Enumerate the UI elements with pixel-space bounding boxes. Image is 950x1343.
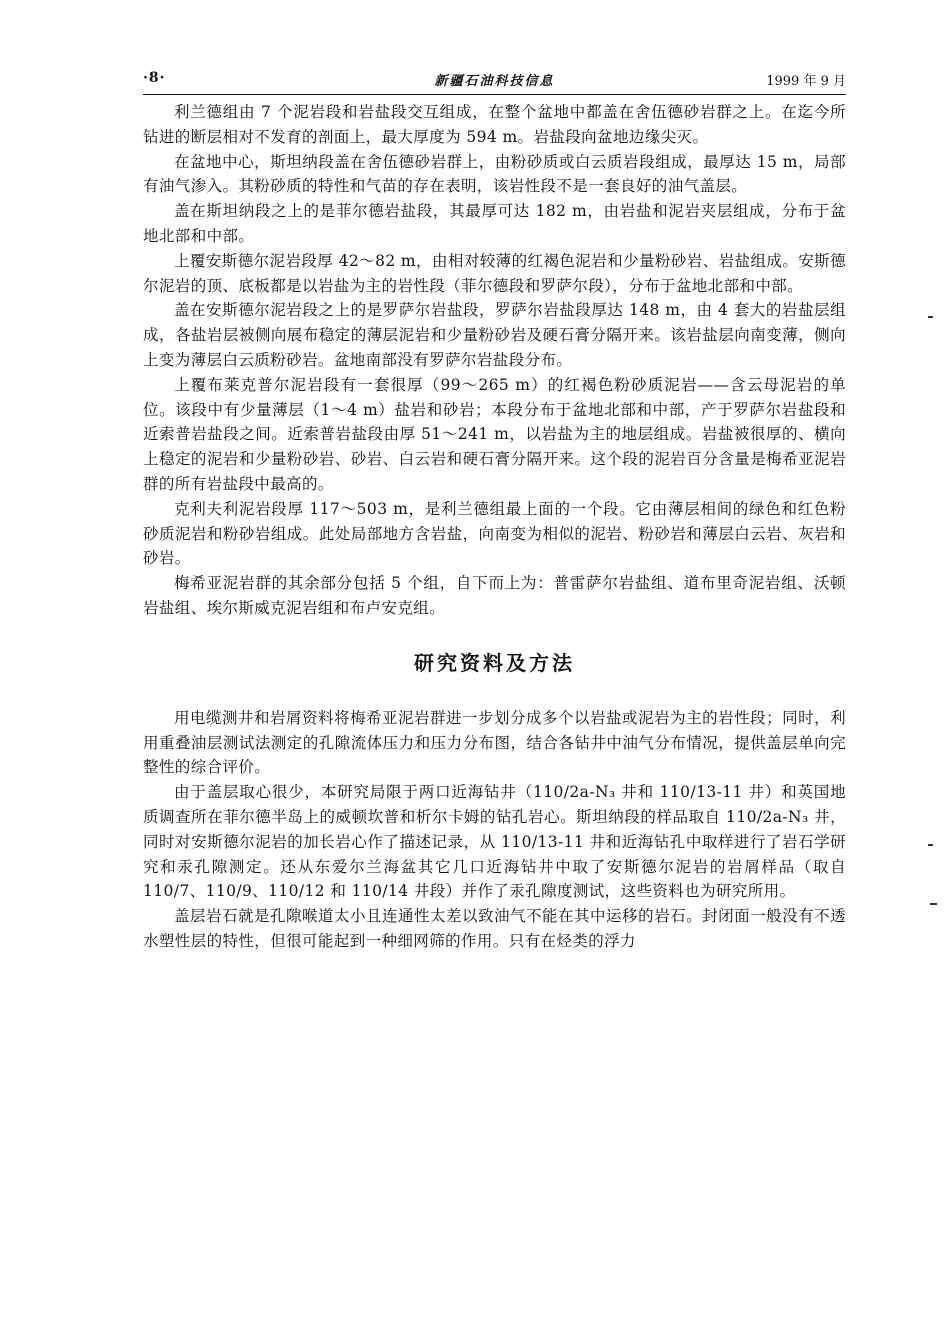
paragraph: 上覆布莱克普尔泥岩段有一套很厚（99～265 m）的红褐色粉砂质泥岩——含云母泥岩的单位。该段中有少量薄层（1～4 m）盐岩和砂岩；本段分布于盆地北部和中部，产于罗萨尔岩盐段和近索普岩盐段之间。近索普岩盐段由厚 51～241 m，以岩盐为主的地层组成。岩盐被很厚的、横向上稳定的泥岩和少量粉砂岩、砂岩、白云岩和硬石膏分隔开来。这个段的泥岩百分含量是梅希亚泥岩群的所有岩盐段中最高的。 bbox=[143, 375, 846, 493]
paragraph: 在盆地中心，斯坦纳段盖在舍伍德砂岩群上，由粉砂质或白云质岩段组成，最厚达 15 m，局部有油气渗入。其粉砂质的特性和气苗的存在表明，该岩性段不是一套良好的油气盖层。 bbox=[143, 152, 846, 196]
section-heading: 研究资料及方法 bbox=[414, 650, 575, 675]
paragraph: 上覆安斯德尔泥岩段厚 42～82 m，由相对较薄的红褐色泥岩和少量粉砂岩、岩盐组成。安斯德尔泥岩的顶、底板都是以岩盐为主的岩性段（菲尔德段和罗萨尔段），分布于盆地北部和中部。 bbox=[143, 251, 846, 295]
page-header bbox=[143, 68, 846, 95]
scan-speck bbox=[928, 316, 933, 318]
paragraph: 盖在安斯德尔泥岩段之上的是罗萨尔岩盐段，罗萨尔岩盐段厚达 148 m，由 4 套大的岩盐层组成，各盐岩层被侧向展布稳定的薄层泥岩和少量粉砂岩及硬石膏分隔开来。该岩盐层向南变薄，侧向上变为薄层白云质粉砂岩。盆地南部没有罗萨尔岩盐段分布。 bbox=[143, 301, 846, 369]
paragraph: 盖层岩石就是孔隙喉道太小且连通性太差以致油气不能在其中运移的岩石。封闭面一般没有不透水塑性层的特性，但很可能起到一种细网筛的作用。只有在烃类的浮力 bbox=[143, 907, 846, 950]
paragraph: 盖在斯坦纳段之上的是菲尔德岩盐段，其最厚可达 182 m，由岩盐和泥岩夹层组成，分布于盆地北部和中部。 bbox=[143, 202, 846, 245]
paragraph: 克利夫利泥岩段厚 117～503 m，是利兰德组最上面的一个段。它由薄层相间的绿色和红色粉砂质泥岩和粉砂岩组成。此处局部地方含岩盐，向南变为相似的泥岩、粉砂岩和薄层白云岩、灰岩和砂岩。 bbox=[143, 499, 846, 568]
paragraph: 梅希亚泥岩群的其余部分包括 5 个组，自下而上为：普雷萨尔岩盐组、道布里奇泥岩组、沃顿岩盐组、埃尔斯威克泥岩组和布卢安克组。 bbox=[143, 574, 846, 617]
paragraph: 由于盖层取心很少，本研究局限于两口近海钻井（110/2a-N₃ 井和 110/13-11 井）和英国地质调查所在菲尔德半岛上的威顿坎普和析尔卡姆的钻孔岩心。斯坦纳段的样品取自 110/2a-N₃ 井，同时对安斯德尔泥岩的加长岩心作了描述记录，从 110/13-11 井和近海钻孔中取样进行了岩石学研究和汞孔隙测定。还从东爱尔兰海盆其它几口近海钻井中取了安斯德尔泥岩的岩屑样品（取自 110/7、110/9、110/12 和 110/14 井段）并作了汞孔隙度测试，这些资料也为研究所用。 bbox=[143, 783, 846, 901]
paragraph: 利兰德组由 7 个泥岩段和岩盐段交互组成，在整个盆地中都盖在舍伍德砂岩群之上。在迄今所钻进的断层相对不发育的剖面上，最大厚度为 594 m。岩盐段向盆地边缘尖灭。 bbox=[143, 103, 846, 146]
paragraph: 用电缆测井和岩屑资料将梅希亚泥岩群进一步划分成多个以岩盐或泥岩为主的岩性段；同时，利用重叠油层测试法测定的孔隙流体压力和压力分布图，结合各钻井中油气分布情况，提供盖层单向完整性的综合评价。 bbox=[143, 708, 846, 777]
page-number: ·8· bbox=[143, 70, 166, 86]
issue-date: 1999 年 9 月 bbox=[766, 74, 846, 89]
methods-section bbox=[143, 706, 846, 954]
journal-title: 新疆石油科技信息 bbox=[434, 74, 555, 89]
article-body bbox=[143, 100, 846, 954]
scan-speck bbox=[928, 844, 933, 846]
scan-speck bbox=[930, 903, 937, 905]
stratigraphy-section bbox=[143, 100, 846, 621]
